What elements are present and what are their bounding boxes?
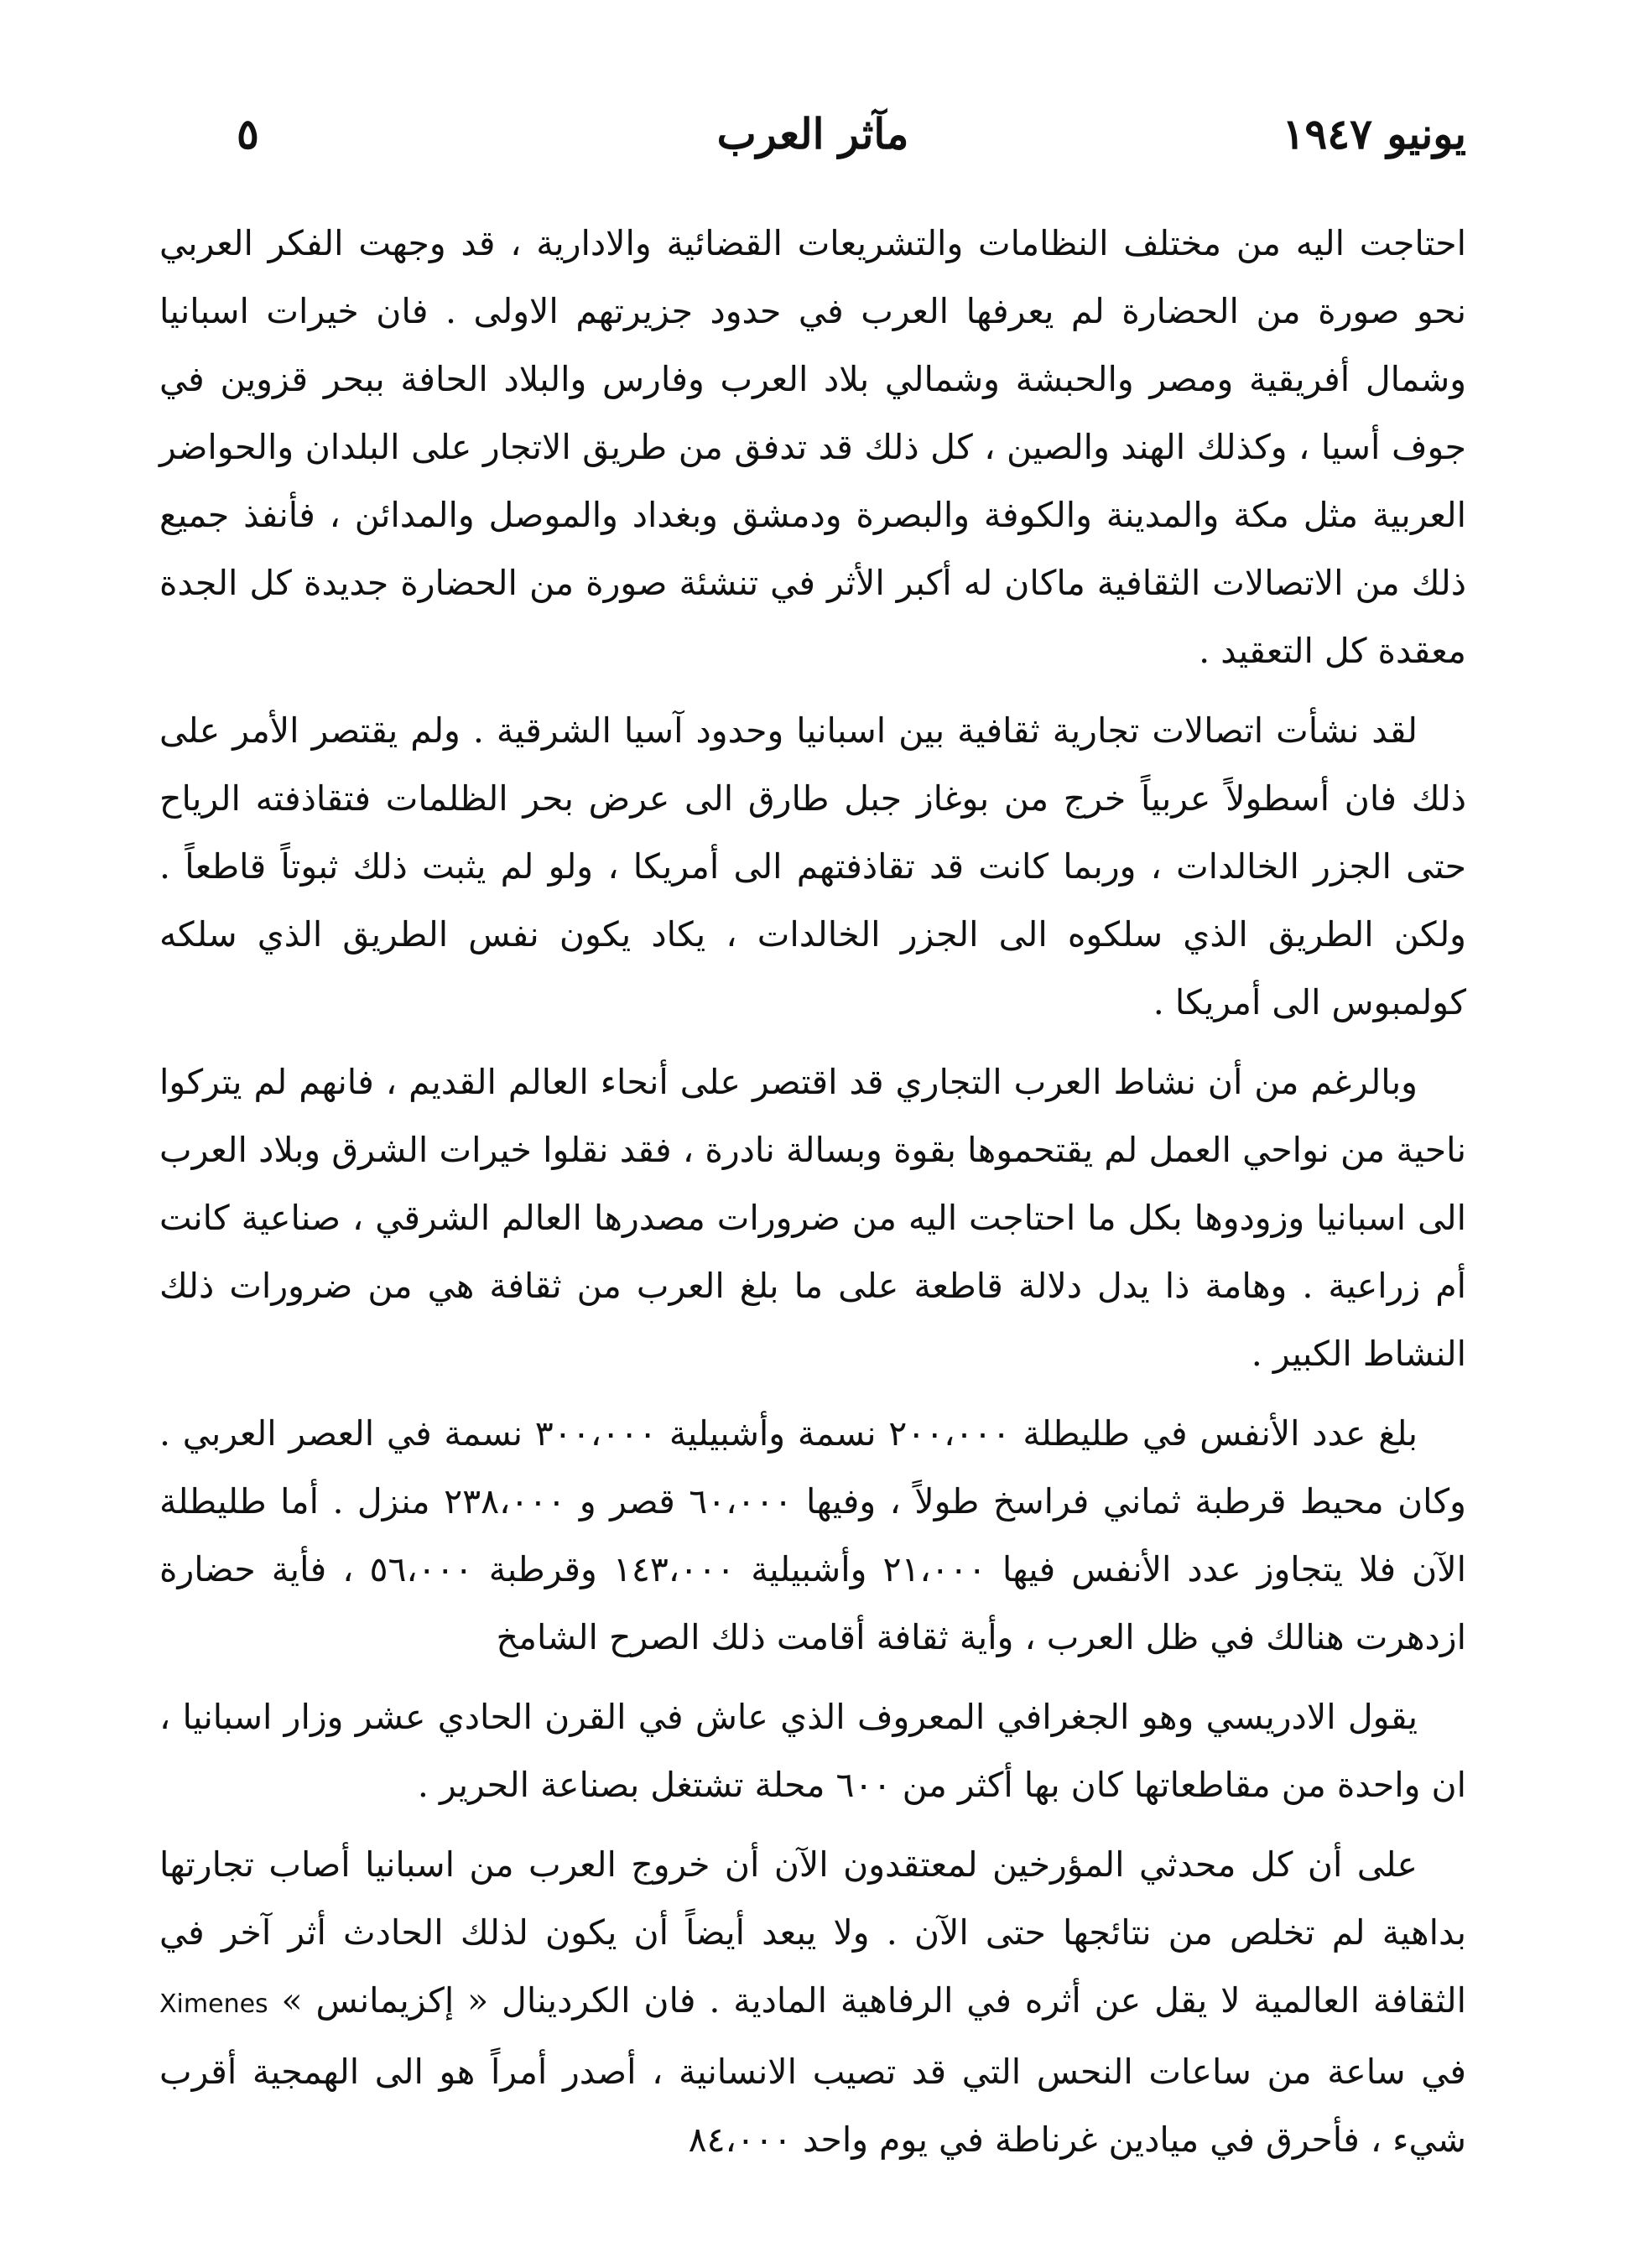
journal-title: مآثر العرب (716, 109, 909, 159)
paragraph-last (159, 1831, 1466, 2174)
latin-name: Ximenes (159, 1990, 268, 2019)
paragraph: احتاجت اليه من مختلف النظامات والتشريعات القضائية والادارية ، قد وجهت الفكر العربي نحو صورة من الحضارة لم يعرفها العرب في حدود جزيرتهم الاولى . فان خيرات اسبانيا وشمال أفريقية ومصر والحبشة وشمالي بلاد العرب وفارس والبلاد الحافة ببحر قزوين في جوف أسيا ، وكذلك الهند والصين ، كل ذلك قد تدفق من طريق الاتجار على البلدان والحواضر العربية مثل مكة والمدينة والكوفة والبصرة ودمشق وبغداد والموصل والمدائن ، فأنفذ جميع ذلك من الاتصالات الثقافية ماكان له أكبر الأثر في تنشئة صورة من الحضارة جديدة كل الجدة معقدة كل التعقيد . (159, 223, 1466, 671)
paragraph: وبالرغم من أن نشاط العرب التجاري قد اقتصر على أنحاء العالم القديم ، فانهم لم يتركوا ناحية من نواحي العمل لم يقتحموها بقوة وبسالة نادرة ، فقد نقلوا خيرات الشرق وبلاد العرب الى اسبانيا وزودوها بكل ما احتاجت اليه من ضرورات مصدرها العالم الشرقي ، صناعية كانت أم زراعية . وهامة ذا يدل دلالة قاطعة على ما بلغ العرب من ثقافة هي من ضرورات ذلك النشاط الكبير . (159, 1062, 1466, 1374)
paragraph-text-after: في ساعة من ساعات النحس التي قد تصيب الانسانية ، أصدر أمراً هو الى الهمجية أقرب شيء ، فأحرق في ميادين غرناطة في يوم واحد ٨٤،٠٠٠ (159, 2052, 1466, 2160)
paragraph-text-before: على أن كل محدثي المؤرخين لمعتقدون الآن أن خروج العرب من اسبانيا أصاب تجارتها بداهية لم تخلص من نتائجها حتى الآن . ولا يبعد أيضاً أن يكون لذلك الحادث أثر آخر في الثقافة العالمية لا يقل عن أثره في الرفاهية المادية . فان الكردينال « إكزيمانس » (159, 1844, 1466, 2021)
page-number: ٥ (237, 109, 259, 159)
paragraph: لقد نشأت اتصالات تجارية ثقافية بين اسبانيا وحدود آسيا الشرقية . ولم يقتصر الأمر على ذلك فان أسطولاً عربياً خرج من بوغاز جبل طارق الى عرض بحر الظلمات فتقاذفته الرياح حتى الجزر الخالدات ، وربما كانت قد تقاذفتهم الى أمريكا ، ولو لم يثبت ذلك ثبوتاً قاطعاً . ولكن الطريق الذي سلكوه الى الجزر الخالدات ، يكاد يكون نفس الطريق الذي سلكه كولمبوس الى أمريكا . (159, 710, 1466, 1022)
article-body (159, 210, 1466, 2186)
paragraph: بلغ عدد الأنفس في طليطلة ٢٠٠،٠٠٠ نسمة وأشبيلية ٣٠٠،٠٠٠ نسمة في العصر العربي . وكان محيط قرطبة ثماني فراسخ طولاً ، وفيها ٦٠،٠٠٠ قصر و ٢٣٨،٠٠٠ منزل . أما طليطلة الآن فلا يتجاوز عدد الأنفس فيها ٢١،٠٠٠ وأشبيلية ١٤٣،٠٠٠ وقرطبة ٥٦،٠٠٠ ، فأية حضارة ازدهرت هنالك في ظل العرب ، وأية ثقافة أقامت ذلك الصرح الشامخ (159, 1413, 1466, 1657)
page-header (159, 109, 1466, 168)
paragraph: يقول الادريسي وهو الجغرافي المعروف الذي عاش في القرن الحادي عشر وزار اسبانيا ، ان واحدة من مقاطعاتها كان بها أكثر من ٦٠٠ محلة تشتغل بصناعة الحرير . (159, 1697, 1466, 1805)
issue-date: يونيو ١٩٤٧ (1282, 109, 1466, 159)
